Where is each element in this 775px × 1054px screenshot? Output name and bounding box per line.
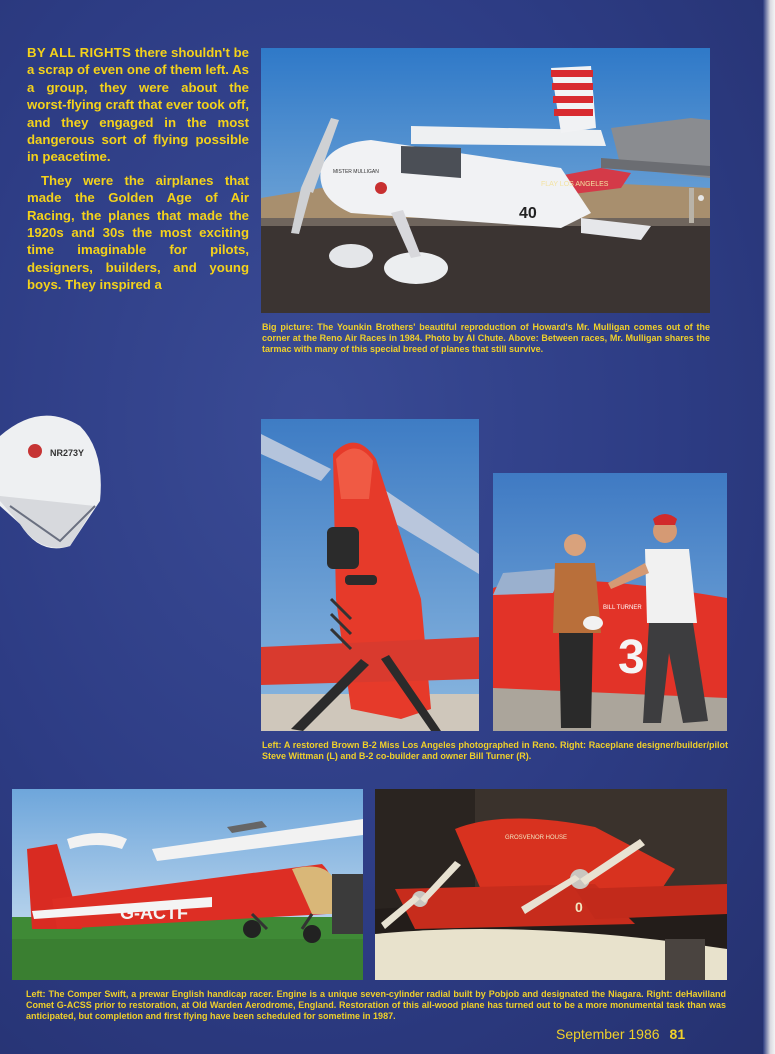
photo-dehavilland-comet: [375, 789, 727, 980]
intro-lead: BY ALL RIGHTS: [27, 45, 132, 60]
photo-wittman-turner: [493, 473, 727, 731]
page-edge: [763, 0, 775, 1054]
comet-number: 0: [575, 899, 583, 915]
caption-top: Big picture: The Younkin Brothers' beautiful reproduction of Howard's Mr. Mulligan comes out of the corner at the Reno Air Races in 1984. Photo by Al Chute. Above: Between races, Mr. Mulligan shares the tarmac with many of this special breed of planes that still survive.: [262, 322, 710, 355]
caption-bottom: Left: The Comper Swift, a prewar English handicap racer. Engine is a unique seven-cylinder radial built by Pobjob and designated the Niagara. Right: deHavilland Comet G-ACSS prior to restoration, at Old Warden Aerodrome, England. Restoration of this all-wood plane has turned out to be a more monumental task than was anticipated, but completion and first flying have been scheduled for sometime in 1987.: [26, 989, 726, 1022]
fragment-registration: NR273Y: [50, 448, 85, 458]
page-footer: [556, 1026, 685, 1042]
mulligan-fuselage-text: FLAY LOS ANGELES: [541, 181, 609, 188]
swift-registration: G-ACTF: [120, 903, 188, 923]
issue-date: September 1986: [556, 1026, 660, 1042]
intro-paragraph-1-rest: there shouldn't be a scrap of even one of them left. As a group, they were about the worst-flying craft that ever took off, and they engaged in the most dangerous sort of flying possible in peacetime.: [27, 45, 249, 165]
turner-plane-text: BILL TURNER: [603, 605, 642, 611]
mulligan-race-number: 40: [519, 205, 537, 222]
mulligan-cowl-text: MISTER MULLIGAN: [333, 169, 379, 175]
photo-brown-b2: [261, 419, 479, 731]
turner-plane-number: 3: [618, 631, 645, 684]
page-number: 81: [669, 1026, 686, 1042]
comet-name: GROSVENOR HOUSE: [505, 835, 568, 841]
intro-paragraph-2: They were the airplanes that made the Golden Age of Air Racing, the planes that made the 1920s and 30s the most exciting time imaginable for pilots, designers, builders, and young boys. They inspired a: [27, 172, 249, 293]
intro-text: [27, 44, 249, 300]
photo-mr-mulligan: [261, 48, 710, 313]
intro-paragraph-1: [27, 44, 249, 166]
caption-middle: Left: A restored Brown B-2 Miss Los Angeles photographed in Reno. Right: Raceplane designer/builder/pilot Steve Wittman (L) and B-2 co-builder and owner Bill Turner (R).: [262, 740, 728, 762]
photo-comper-swift: [12, 789, 363, 980]
photo-plane-fragment: [0, 406, 105, 554]
